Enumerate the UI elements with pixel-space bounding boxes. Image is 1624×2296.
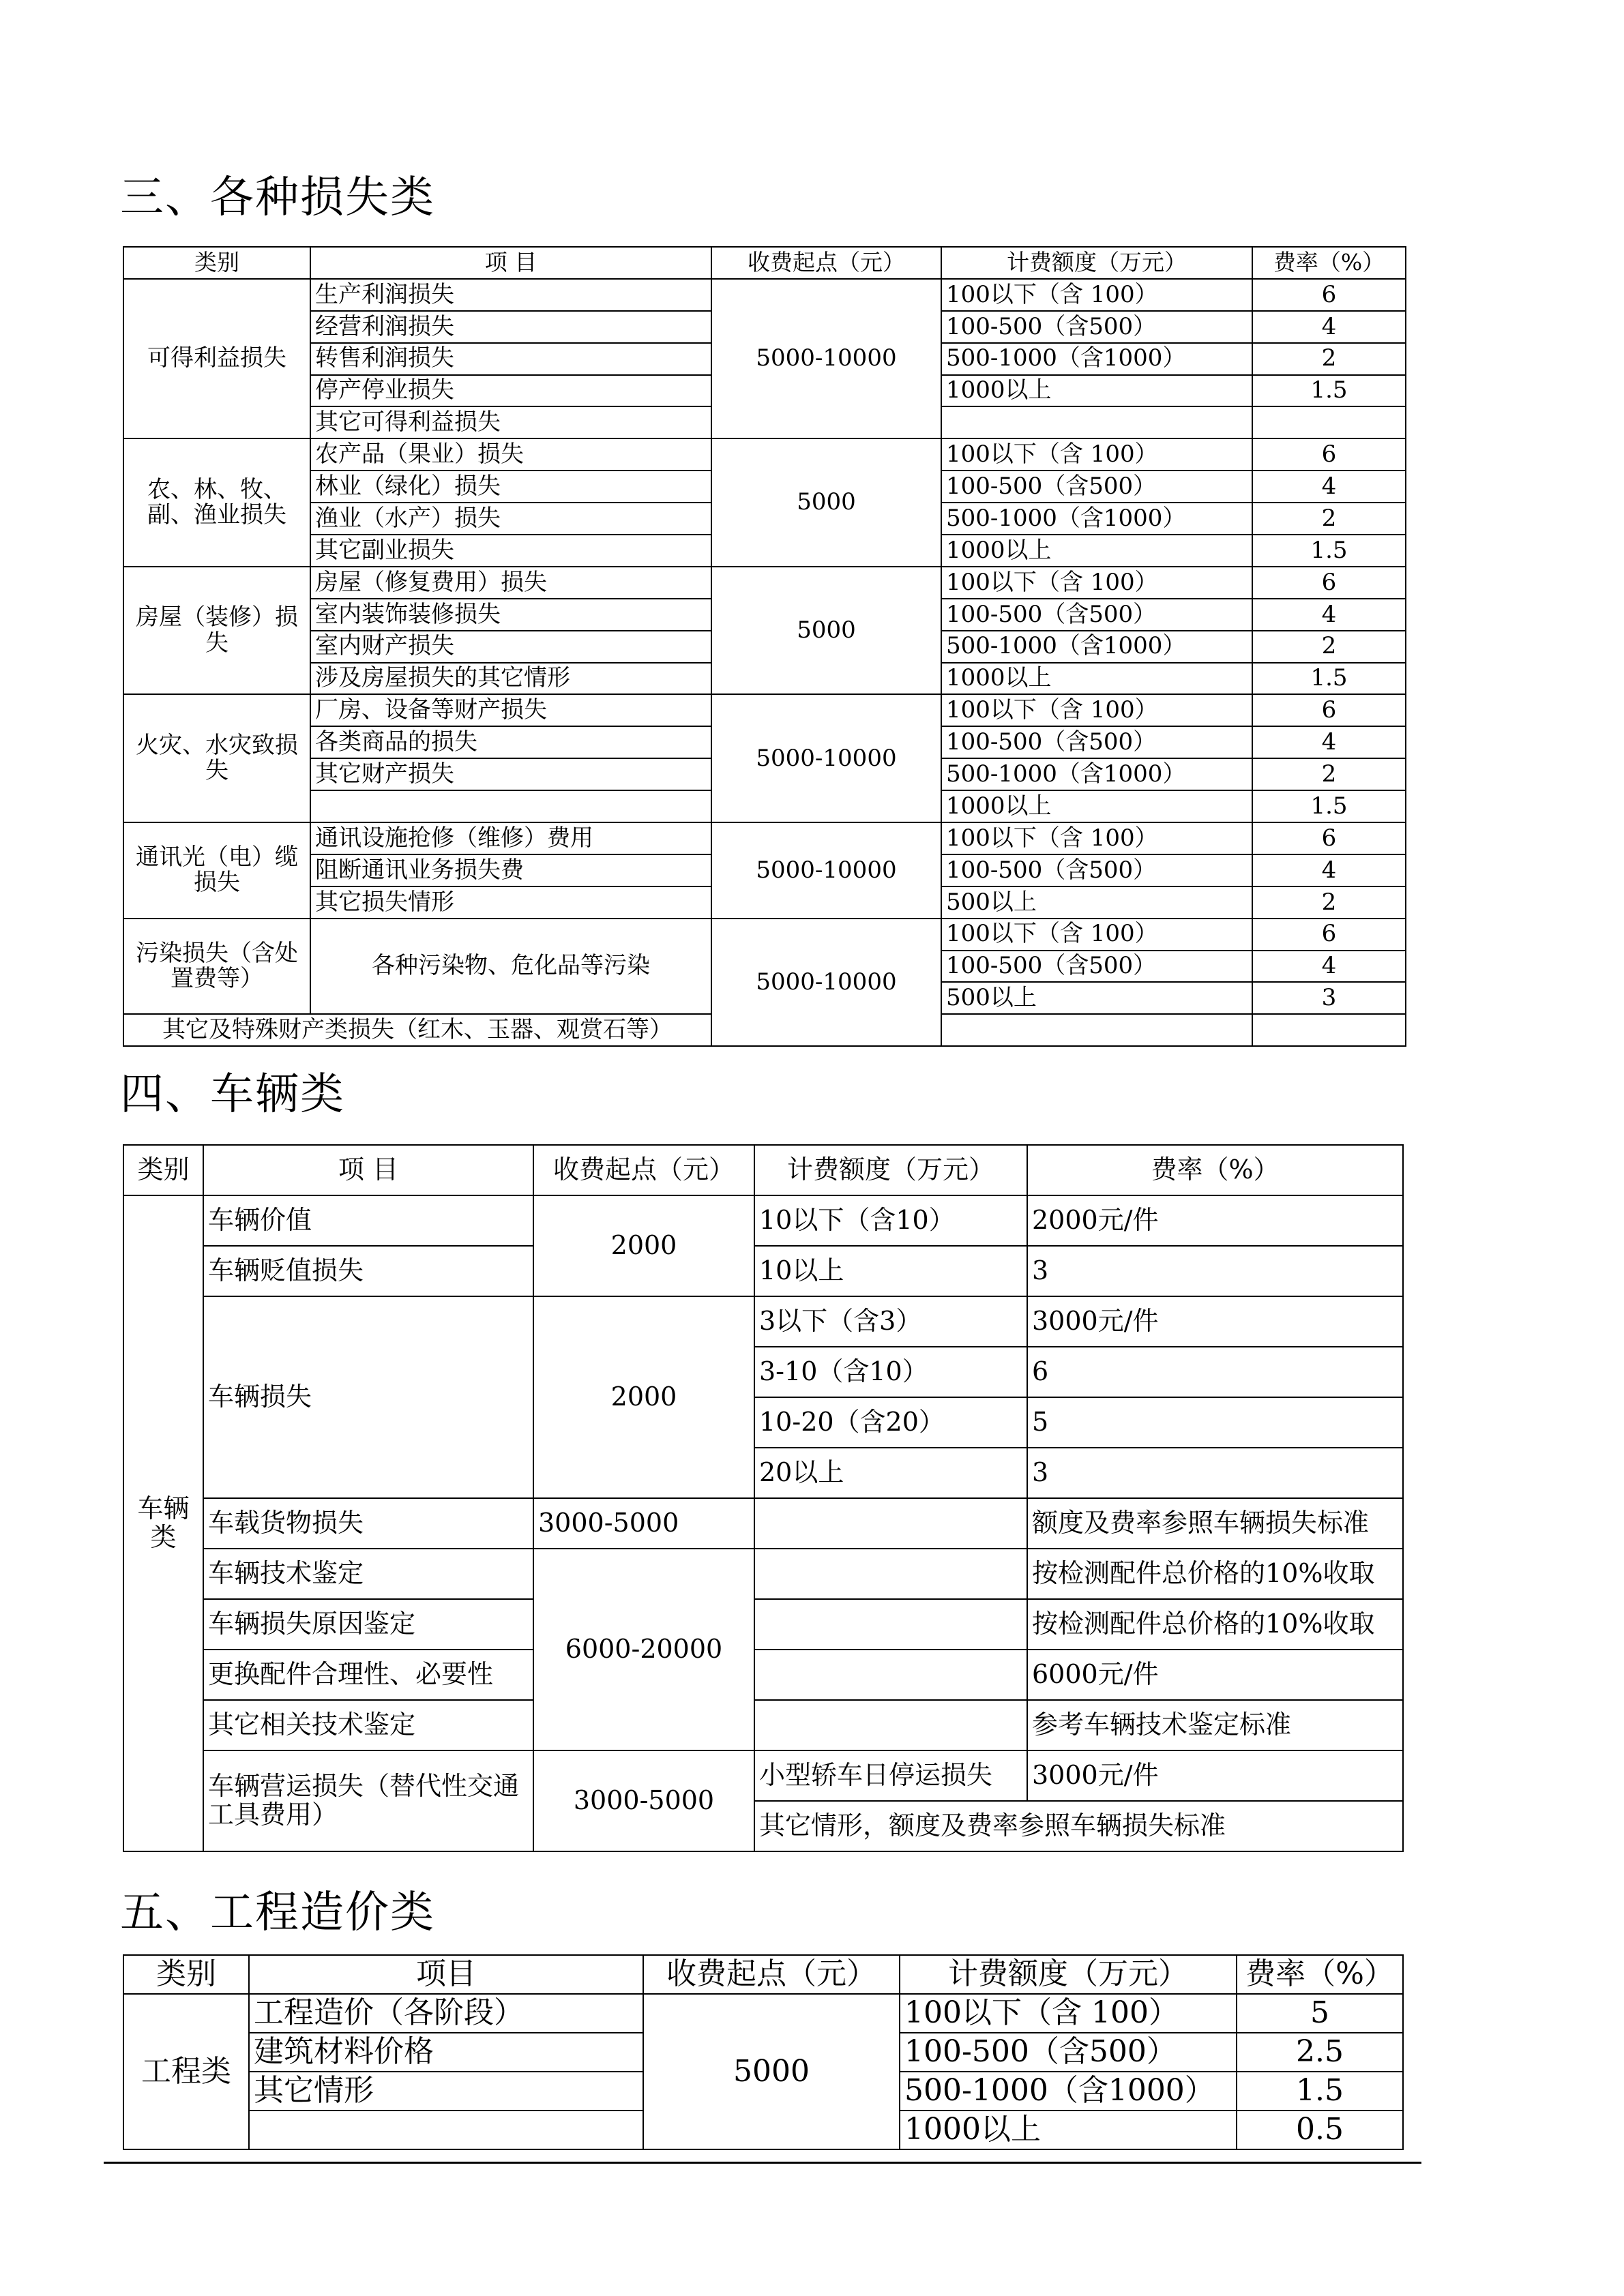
item-cell: 其它情形 [249,2072,643,2111]
header-rate: 费率（%） [1237,1955,1403,1994]
range-cell: 3-10（含10） [754,1347,1027,1397]
rate-cell: 1.5 [1252,375,1406,407]
category-cell: 污染损失（含处置费等） [123,919,310,1015]
start-cell: 6000-20000 [533,1549,754,1750]
category-cell: 火灾、水灾致损失 [123,694,310,822]
category-cell: 房屋（装修）损失 [123,567,310,695]
item-cell: 林业（绿化）损失 [310,471,711,503]
range-cell-empty [941,1014,1252,1046]
rate-cell: 6 [1252,694,1406,726]
range-cell: 20以上 [754,1448,1027,1498]
item-cell: 车辆损失原因鉴定 [203,1599,533,1650]
other-case-cell: 其它情形，额度及费率参照车辆损失标准 [754,1801,1403,1851]
rate-cell: 6 [1252,438,1406,471]
start-cell: 5000-10000 [711,279,941,438]
table-row [123,1750,1403,1801]
rate-cell: 3 [1027,1448,1403,1498]
start-cell: 5000 [711,567,941,695]
rate-cell: 5 [1027,1397,1403,1448]
table-row [123,567,1406,599]
item-cell: 房屋（修复费用）损失 [310,567,711,599]
range-cell: 100以下（含 100） [941,919,1252,951]
item-cell: 各种污染物、危化品等污染 [310,919,711,1015]
rate-cell: 4 [1252,951,1406,983]
range-cell: 500-1000（含1000） [941,758,1252,790]
header-item: 项目 [249,1955,643,1994]
range-cell: 100以下（含 100） [941,567,1252,599]
rate-cell: 1.5 [1252,663,1406,695]
range-cell: 100-500（含500） [941,471,1252,503]
rate-cell: 6000元/件 [1027,1650,1403,1700]
item-cell: 各类商品的损失 [310,726,711,758]
item-cell: 生产利润损失 [310,279,711,311]
table-row [123,1549,1403,1599]
rate-cell: 4 [1252,311,1406,343]
range-cell: 3以下（含3） [754,1296,1027,1347]
rate-cell: 3 [1252,982,1406,1014]
rate-cell: 6 [1252,919,1406,951]
range-cell-empty [754,1498,1027,1549]
range-cell-empty [754,1650,1027,1700]
header-rate: 费率（%） [1252,247,1406,279]
range-cell: 1000以上 [941,535,1252,567]
page-bottom-rule [104,2162,1421,2164]
item-cell: 工程造价（各阶段） [249,1994,643,2033]
rate-cell: 6 [1252,822,1406,854]
header-start: 收费起点（元） [711,247,941,279]
table-header-row [123,1145,1403,1195]
table-row [123,279,1406,311]
range-cell: 100-500（含500） [941,951,1252,983]
rate-cell: 2 [1252,886,1406,919]
range-cell: 100以下（含 100） [900,1994,1237,2033]
range-cell: 10以上 [754,1246,1027,1296]
rate-cell: 额度及费率参照车辆损失标准 [1027,1498,1403,1549]
category-cell: 通讯光（电）缆损失 [123,822,310,919]
range-cell: 100-500（含500） [941,854,1252,886]
rate-cell: 4 [1252,854,1406,886]
header-category: 类别 [123,1145,203,1195]
start-cell: 5000-10000 [711,694,941,822]
range-cell: 1000以上 [941,790,1252,822]
rate-cell: 2 [1252,343,1406,375]
range-cell-empty [754,1549,1027,1599]
start-cell: 2000 [533,1195,754,1296]
rate-cell: 4 [1252,471,1406,503]
other-special-row: 其它及特殊财产类损失（红木、玉器、观赏石等） [123,1014,711,1046]
table-header-row [123,247,1406,279]
range-cell: 100-500（含500） [941,599,1252,631]
item-cell: 停产停业损失 [310,375,711,407]
table-row [123,1498,1403,1549]
range-cell: 1000以上 [941,663,1252,695]
rate-cell: 按检测配件总价格的10%收取 [1027,1549,1403,1599]
start-cell: 2000 [533,1296,754,1498]
header-item: 项 目 [310,247,711,279]
item-cell: 其它可得利益损失 [310,406,711,438]
item-cell: 建筑材料价格 [249,2033,643,2072]
rate-cell: 6 [1027,1347,1403,1397]
item-cell: 阻断通讯业务损失费 [310,854,711,886]
item-cell: 车辆损失 [203,1296,533,1498]
header-range: 计费额度（万元） [754,1145,1027,1195]
range-cell-empty [941,406,1252,438]
section3-title: 三、各种损失类 [120,173,435,223]
range-cell: 100以下（含 100） [941,694,1252,726]
item-cell: 其它损失情形 [310,886,711,919]
item-cell: 转售利润损失 [310,343,711,375]
rate-cell: 1.5 [1252,535,1406,567]
rate-cell: 按检测配件总价格的10%收取 [1027,1599,1403,1650]
start-cell: 5000-10000 [711,919,941,1047]
header-category: 类别 [123,1955,249,1994]
start-cell: 5000-10000 [711,822,941,919]
item-cell: 其它副业损失 [310,535,711,567]
range-cell: 100-500（含500） [941,726,1252,758]
range-cell: 500-1000（含1000） [941,631,1252,663]
item-cell: 涉及房屋损失的其它情形 [310,663,711,695]
item-cell: 车辆技术鉴定 [203,1549,533,1599]
category-cell: 工程类 [123,1994,249,2149]
table-row [123,1195,1403,1246]
table-row [123,919,1406,951]
rate-cell: 4 [1252,726,1406,758]
rate-cell: 6 [1252,279,1406,311]
item-cell: 渔业（水产）损失 [310,503,711,535]
rate-cell: 2 [1252,758,1406,790]
table-row [123,1700,1403,1750]
range-cell: 10以下（含10） [754,1195,1027,1246]
item-cell: 更换配件合理性、必要性 [203,1650,533,1700]
item-cell: 农产品（果业）损失 [310,438,711,471]
rate-cell: 2.5 [1237,2033,1403,2072]
rate-cell: 3000元/件 [1027,1750,1403,1801]
header-start: 收费起点（元） [533,1145,754,1195]
range-cell-empty [754,1700,1027,1750]
table-row [123,694,1406,726]
item-cell-empty [249,2111,643,2149]
rate-cell: 3000元/件 [1027,1296,1403,1347]
category-cell: 车辆类 [123,1195,203,1851]
section3-table [123,246,1406,1047]
range-cell: 小型轿车日停运损失 [754,1750,1027,1801]
category-cell: 农、林、牧、副、渔业损失 [123,438,310,567]
range-cell: 100以下（含 100） [941,279,1252,311]
header-item: 项 目 [203,1145,533,1195]
range-cell: 500以上 [941,982,1252,1014]
range-cell: 100-500（含500） [900,2033,1237,2072]
item-cell: 车载货物损失 [203,1498,533,1549]
table-row [123,438,1406,471]
range-cell-empty [754,1599,1027,1650]
range-cell: 1000以上 [900,2111,1237,2149]
range-cell: 1000以上 [941,375,1252,407]
rate-cell: 参考车辆技术鉴定标准 [1027,1700,1403,1750]
range-cell: 100以下（含 100） [941,438,1252,471]
range-cell: 100以下（含 100） [941,822,1252,854]
section4-table [123,1144,1404,1852]
header-category: 类别 [123,247,310,279]
section5-table [123,1954,1404,2150]
table-header-row [123,1955,1403,1994]
start-cell: 5000 [643,1994,900,2149]
rate-cell: 2 [1252,503,1406,535]
item-cell: 车辆贬值损失 [203,1246,533,1296]
range-cell: 10-20（含20） [754,1397,1027,1448]
item-cell: 室内财产损失 [310,631,711,663]
item-cell: 厂房、设备等财产损失 [310,694,711,726]
range-cell: 500-1000（含1000） [941,343,1252,375]
rate-cell: 2 [1252,631,1406,663]
rate-cell-empty [1252,406,1406,438]
range-cell: 100-500（含500） [941,311,1252,343]
header-range: 计费额度（万元） [900,1955,1237,1994]
rate-cell: 4 [1252,599,1406,631]
table-row [123,1599,1403,1650]
rate-cell: 5 [1237,1994,1403,2033]
table-row [123,822,1406,854]
table-row [123,1246,1403,1296]
range-cell: 500-1000（含1000） [941,503,1252,535]
start-cell: 3000-5000 [533,1750,754,1851]
table-row [123,1994,1403,2033]
start-cell: 3000-5000 [533,1498,754,1549]
section5-title: 五、工程造价类 [120,1888,435,1938]
item-cell: 其它财产损失 [310,758,711,790]
header-rate: 费率（%） [1027,1145,1403,1195]
rate-cell: 0.5 [1237,2111,1403,2149]
start-cell: 5000 [711,438,941,567]
rate-cell: 3 [1027,1246,1403,1296]
item-cell: 通讯设施抢修（维修）费用 [310,822,711,854]
item-cell: 车辆营运损失（替代性交通工具费用） [203,1750,533,1851]
item-cell: 车辆价值 [203,1195,533,1246]
rate-cell: 1.5 [1252,790,1406,822]
rate-cell: 1.5 [1237,2072,1403,2111]
rate-cell: 6 [1252,567,1406,599]
table-row [123,1296,1403,1347]
range-cell: 500-1000（含1000） [900,2072,1237,2111]
header-range: 计费额度（万元） [941,247,1252,279]
item-cell: 其它相关技术鉴定 [203,1700,533,1750]
header-start: 收费起点（元） [643,1955,900,1994]
item-cell-empty [310,790,711,822]
range-cell: 500以上 [941,886,1252,919]
category-cell: 可得利益损失 [123,279,310,438]
rate-cell-empty [1252,1014,1406,1046]
section4-title: 四、车辆类 [120,1069,345,1120]
table-row [123,1650,1403,1700]
item-cell: 经营利润损失 [310,311,711,343]
rate-cell: 2000元/件 [1027,1195,1403,1246]
item-cell: 室内装饰装修损失 [310,599,711,631]
